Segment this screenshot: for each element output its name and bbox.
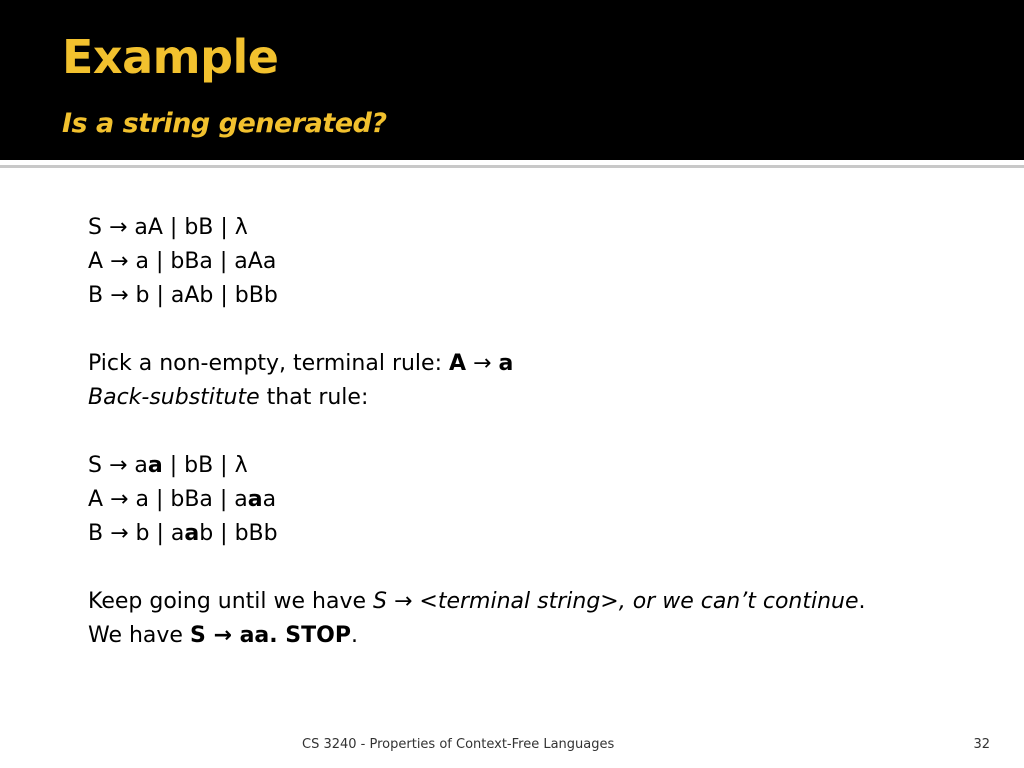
keep-prefix: Keep going until we have xyxy=(88,589,374,614)
result-prefix: We have xyxy=(88,623,190,648)
spacer xyxy=(88,415,968,449)
slide-body xyxy=(88,211,968,653)
slide-subtitle: Is a string generated? xyxy=(62,108,387,139)
grammar2-a-bold: a xyxy=(247,487,263,512)
spacer xyxy=(88,551,968,585)
back-substitute-term: Back-substitute xyxy=(88,385,260,410)
grammar2-s-pre: S → a xyxy=(88,453,148,478)
pick-rhs: a xyxy=(498,351,514,376)
title-bar xyxy=(0,0,1024,160)
grammar2-b-rule xyxy=(88,517,968,551)
grammar2-a-pre: A → a | bBa | a xyxy=(88,487,248,512)
pick-prefix: Pick a non-empty, terminal rule: xyxy=(88,351,449,376)
grammar2-s-rule xyxy=(88,449,968,483)
grammar1-a-rule: A → a | bBa | aAa xyxy=(88,249,277,274)
grammar1-b-rule: B → b | aAb | bBb xyxy=(88,283,278,308)
grammar2-s-bold: a xyxy=(147,453,163,478)
result-line xyxy=(88,619,968,653)
footer-course-label: CS 3240 - Properties of Context-Free Languages xyxy=(302,737,615,752)
grammar2-b-pre: B → b | a xyxy=(88,521,185,546)
pick-rule-line xyxy=(88,347,968,381)
header-divider xyxy=(0,165,1024,168)
slide-number: 32 xyxy=(973,737,990,752)
keep-suffix: . xyxy=(858,589,866,614)
keep-italic: S → <terminal string>, or we can’t continue xyxy=(373,589,859,614)
result-suffix: . xyxy=(350,623,358,648)
grammar2-b-bold: a xyxy=(184,521,200,546)
grammar2-s-post: | bB | λ xyxy=(162,453,248,478)
keep-going-line xyxy=(88,585,968,619)
back-substitute-rest: that rule: xyxy=(259,385,369,410)
grammar2-b-post: b | bBb xyxy=(199,521,278,546)
grammar2-a-rule xyxy=(88,483,968,517)
result-bold: S → aa. STOP xyxy=(189,623,351,648)
grammar1-s-rule: S → aA | bB | λ xyxy=(88,215,248,240)
pick-arrow: → xyxy=(466,351,499,376)
pick-lhs: A xyxy=(448,351,467,376)
back-substitute-line xyxy=(88,381,968,415)
spacer xyxy=(88,313,968,347)
grammar2-a-post: a xyxy=(262,487,277,512)
slide-title: Example xyxy=(62,30,279,84)
